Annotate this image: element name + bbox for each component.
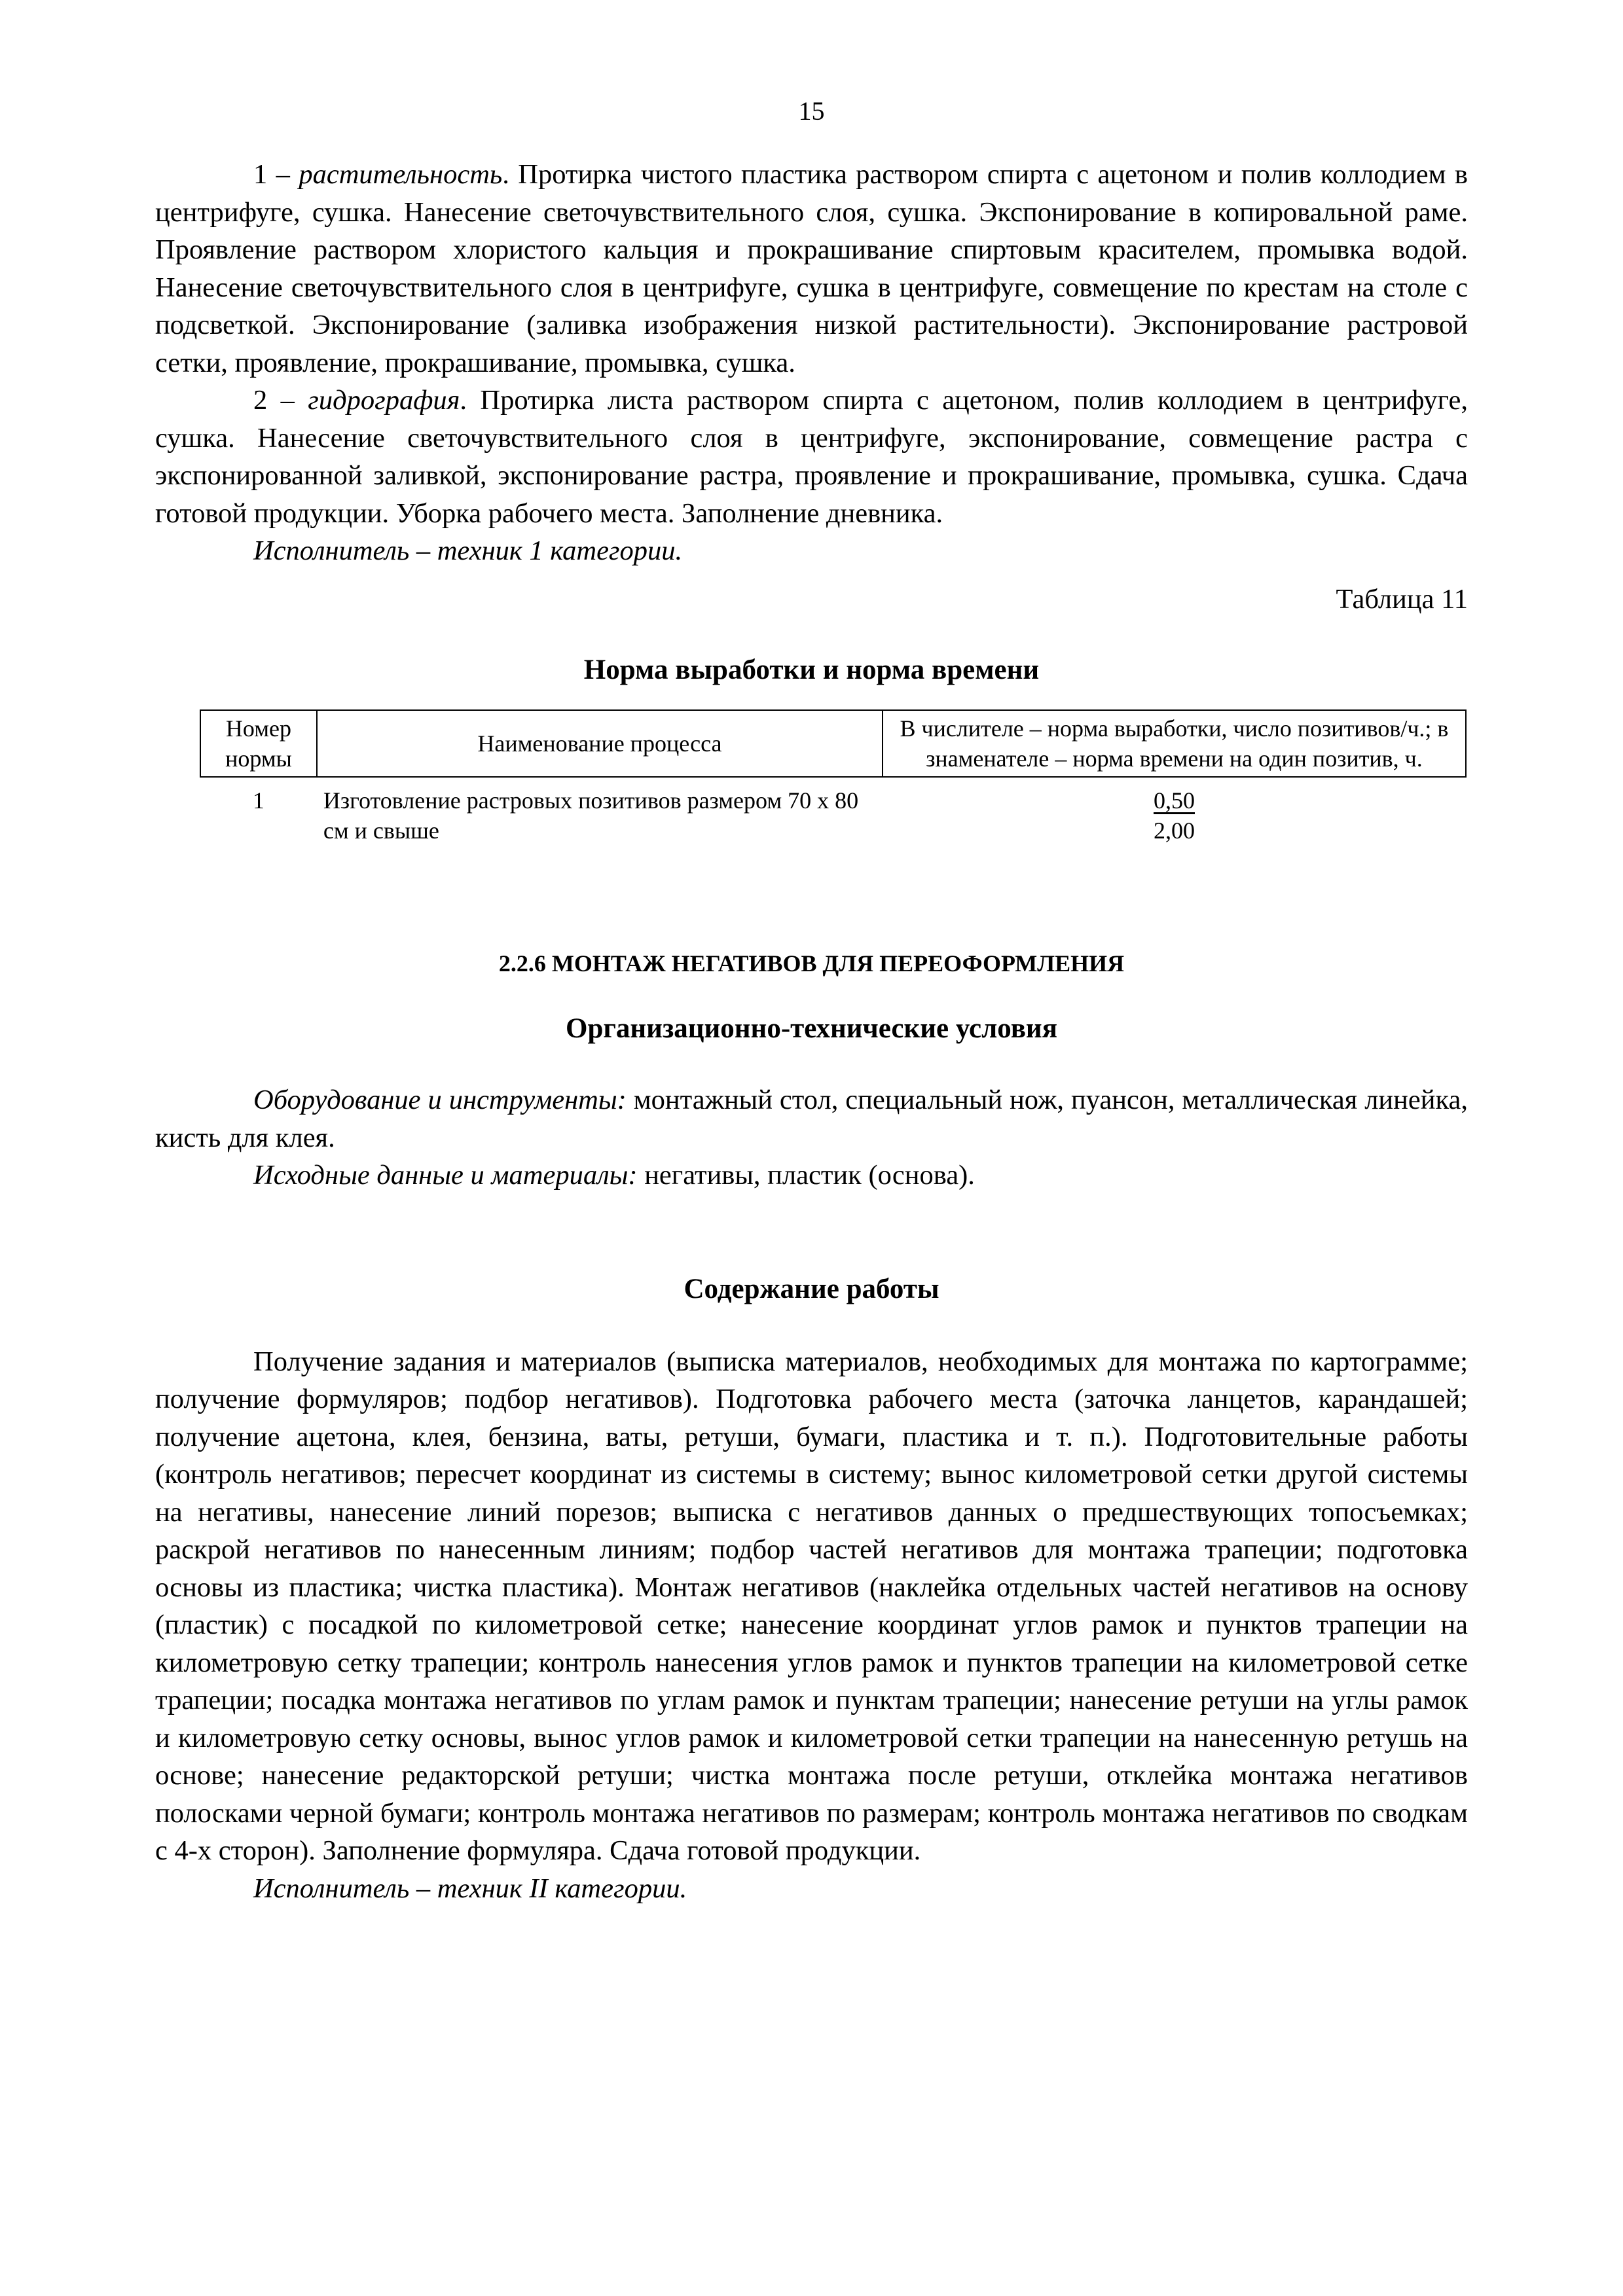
header-norm: В числителе – норма выработки, число позитивов/ч.; в знаменателе – норма времени на один позитив, ч. [883, 710, 1466, 777]
header-process: Наименование процесса [317, 710, 883, 777]
equipment-label: Оборудование и инструменты: [253, 1085, 627, 1115]
para2-lead: 2 – [253, 385, 308, 416]
norm-fraction [1154, 785, 1195, 846]
equipment-paragraph [155, 1081, 1468, 1157]
row-number: 1 [252, 787, 264, 814]
page-number: 15 [798, 96, 825, 126]
materials-paragraph [155, 1157, 1468, 1194]
table-header-row [200, 710, 1466, 777]
paragraph-vegetation [155, 156, 1468, 382]
norm-denominator: 2,00 [1153, 817, 1195, 844]
para2-term: гидрография [308, 385, 460, 416]
norms-table [200, 709, 1467, 846]
executor-second: Исполнитель – техник II категории. [253, 1873, 687, 1904]
org-conditions-title: Организационно-технические условия [566, 1013, 1057, 1044]
content-title: Содержание работы [684, 1273, 939, 1304]
table-label: Таблица 11 [1336, 583, 1468, 615]
executor-first: Исполнитель – техник 1 категории. [253, 535, 683, 566]
para1-text: . Протирка чистого пластика раствором спирта с ацетоном и полив коллодием в центрифуге, сушка. Нанесение светочувствительного слоя, сушка. Экспонирование в копировальной раме. Проявление раствором хлористого кальция и прокрашивание спиртовым красителем, промывка водой. Нанесение светочувствительного слоя в центрифуге, сушка в центрифуге, совмещение по крестам на столе с подсветкой. Экспонирование (заливка изображения низкой растительности). Экспонирование растровой сетки, проявление, прокрашивание, промывка, сушка. [155, 159, 1468, 378]
paragraph-hydrography [155, 382, 1468, 532]
para2-text: . Протирка листа раствором спирта с ацетоном, полив коллодием в центрифуге, сушка. Нанесение светочувствительного слоя в центрифуге, экспонирование, совмещение растра с экспонированной заливкой, экспонирование растра, проявление и прокрашивание, промывка, сушка. Сдача готовой продукции. Уборка рабочего места. Заполнение дневника. [155, 385, 1468, 529]
table-row [200, 777, 1466, 846]
table-title: Норма выработки и норма времени [583, 655, 1040, 685]
row-process: Изготовление растровых позитивов размером 70 х 80 см и свыше [323, 787, 859, 844]
document-page [155, 92, 1468, 1907]
materials-text: негативы, пластик (основа). [637, 1160, 975, 1191]
section-title: 2.2.6 МОНТАЖ НЕГАТИВОВ ДЛЯ ПЕРЕОФОРМЛЕНИЯ [498, 950, 1125, 977]
materials-label: Исходные данные и материалы: [253, 1160, 638, 1191]
para1-lead: 1 – [253, 159, 299, 190]
row-norm-value [883, 777, 1466, 846]
equipment-text: монтажный стол, специальный нож, пуансон, металлическая линейка, кисть для клея. [155, 1085, 1468, 1153]
para1-term: растительность [299, 159, 503, 190]
norm-numerator: 0,50 [1153, 787, 1195, 814]
content-paragraph: Получение задания и материалов (выписка материалов, необходимых для монтажа по картограмме; получение формуляров; подбор негативов). Подготовка рабочего места (заточка ланцетов, карандашей; получение ацетона, клея, бензина, ваты, ретуши, бумаги, пластика и т. п.). Подготовительные работы (контроль негативов; пересчет координат из системы в систему; вынос километровой сетки другой системы на негативы, нанесение линий порезов; выписка с негативов данных о предшествующих топосъемках; раскрой негативов по нанесенным линиям; подбор частей негативов для монтажа трапеции; подготовка основы из пластика; чистка пластика). Монтаж негативов (наклейка отдельных частей негативов на основу (пластик) с посадкой по километровой сетке; нанесение координат углов рамок и пунктов трапеции на километровую сетку трапеции; контроль нанесения углов рамок и пунктов трапеции на километровой сетке трапеции; посадка монтажа негативов по углам рамок и пунктам трапеции; нанесение ретуши на углы рамок и километровую сетку основы, вынос углов рамок и километровой сетки трапеции на нанесенную ретушь на основе; нанесение редакторской ретуши; чистка монтажа после ретуши, отклейка монтажа негативов полосками черной бумаги; контроль монтажа негативов по размерам; контроль монтажа негативов по сводкам с 4-х сторон). Заполнение формуляра. Сдача готовой продукции. [155, 1346, 1468, 1866]
header-number: Номер нормы [200, 710, 317, 777]
